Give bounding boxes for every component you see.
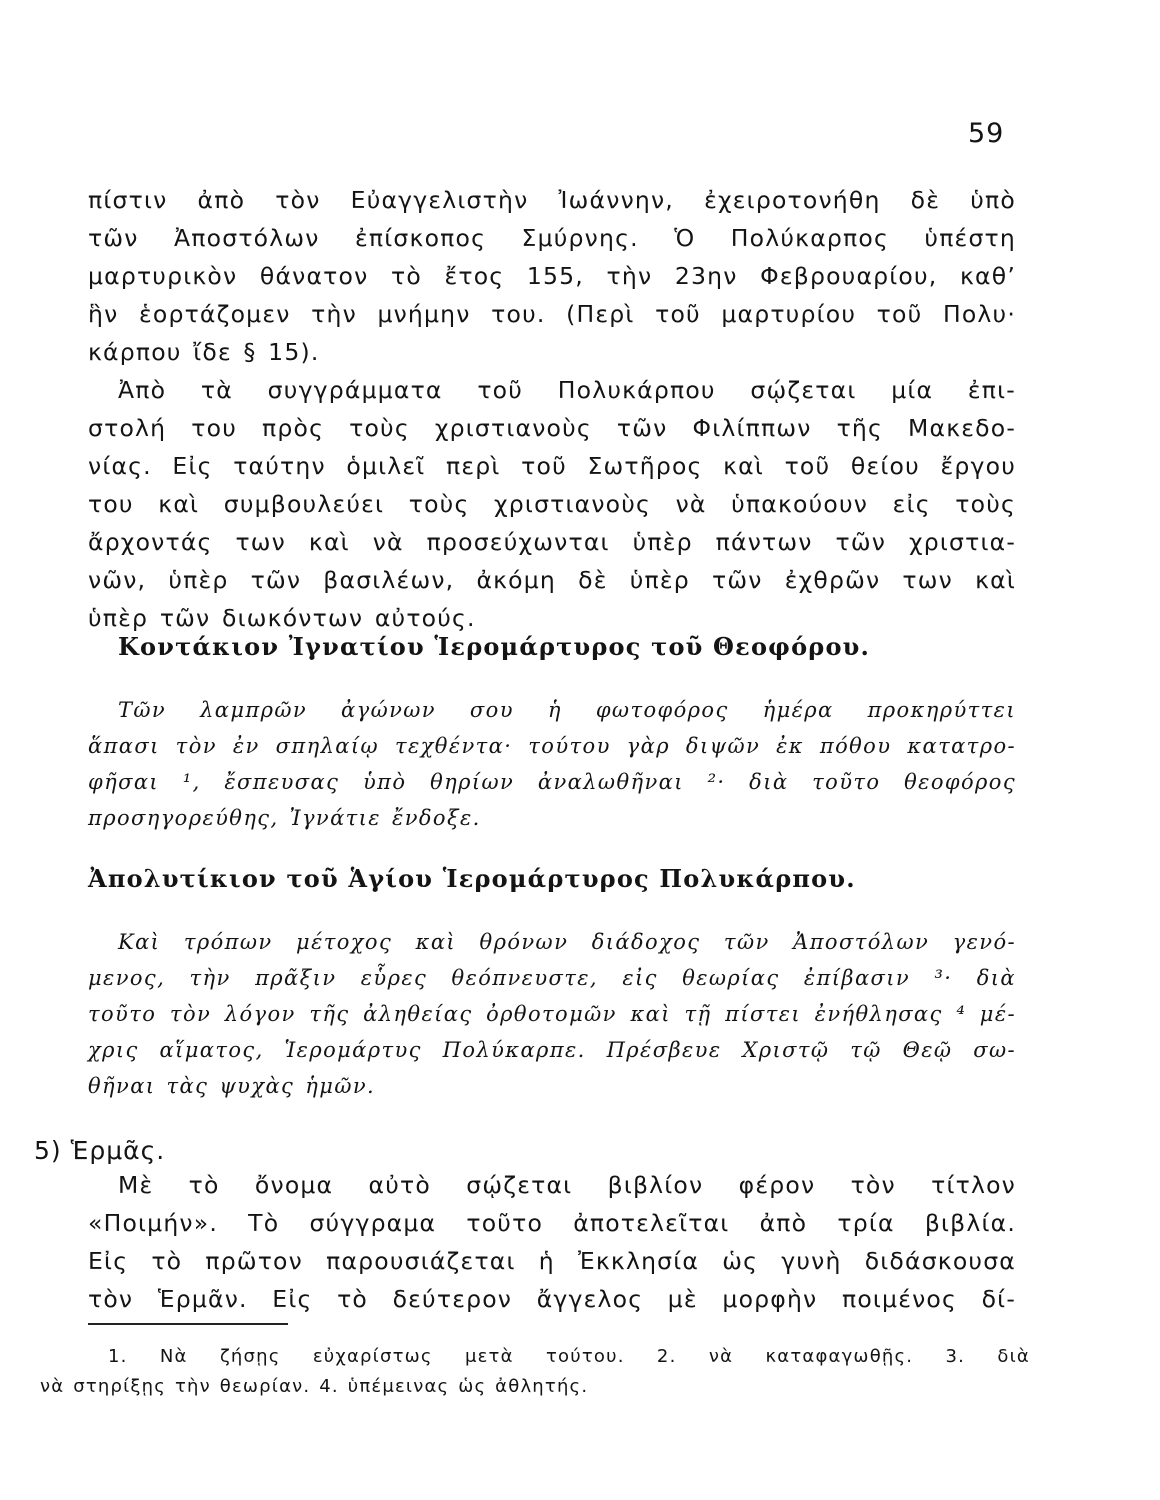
text-line: μαρτυρικὸν θάνατον τὸ ἔτος 155, τὴν 23ην Φεβρουαρίου, καθ’ (88, 262, 1016, 290)
text-line: «Ποιμήν». Τὸ σύγγραμα τοῦτο ἀποτελεῖται ἀπὸ τρία βιβλία. (88, 1209, 1016, 1237)
text-line: ὑπὲρ τῶν διωκόντων αὐτούς. (88, 604, 476, 632)
text-line: κάρπου ἴδε § 15). (88, 338, 320, 366)
text-line: ἄρχοντάς των καὶ νὰ προσεύχωνται ὑπὲρ πάντων τῶν χριστια- (88, 528, 1016, 556)
hymn-line: χρις αἵματος, Ἱερομάρτυς Πολύκαρπε. Πρέσβευε Χριστῷ τῷ Θεῷ σω- (88, 1038, 1016, 1062)
text-line: τὸν Ἑρμᾶν. Εἰς τὸ δεύτερον ἄγγελος μὲ μορφὴν ποιμένος δί- (88, 1285, 1016, 1313)
text-line: νῶν, ὑπὲρ τῶν βασιλέων, ἀκόμη δὲ ὑπὲρ τῶν ἐχθρῶν των καὶ (88, 566, 1016, 594)
text-line: Ἀπὸ τὰ συγγράμματα τοῦ Πολυκάρπου σῴζεται μία ἐπι- (118, 376, 1016, 404)
text-line: Μὲ τὸ ὄνομα αὐτὸ σῴζεται βιβλίον φέρον τὸν τίτλον (118, 1171, 1016, 1199)
footnote-line: 1. Νὰ ζήσῃς εὐχαρίστως μετὰ τούτου. 2. νὰ καταφαγωθῇς. 3. διὰ (108, 1346, 1030, 1367)
hymn-line: προσηγορεύθης, Ἰγνάτιε ἔνδοξε. (88, 806, 481, 830)
hymn-line: Καὶ τρόπων μέτοχος καὶ θρόνων διάδοχος τῶν Ἀποστόλων γενό- (118, 930, 1016, 954)
footnote-divider (88, 1323, 288, 1325)
page-number: 59 (968, 118, 1005, 149)
text-line: νίας. Εἰς ταύτην ὁμιλεῖ περὶ τοῦ Σωτῆρος καὶ τοῦ θείου ἔργου (88, 452, 1016, 480)
text-line: στολή του πρὸς τοὺς χριστιανοὺς τῶν Φιλίππων τῆς Μακεδο- (88, 414, 1016, 442)
hymn-line: θῆναι τὰς ψυχὰς ἡμῶν. (88, 1074, 376, 1098)
text-line: πίστιν ἀπὸ τὸν Εὐαγγελιστὴν Ἰωάννην, ἐχειροτονήθη δὲ ὑπὸ (88, 186, 1016, 214)
text-line: ἣν ἑορτάζομεν τὴν μνήμην του. (Περὶ τοῦ μαρτυρίου τοῦ Πολυ· (88, 300, 1016, 328)
section-title-hermas: 5) Ἑρμᾶς. (34, 1136, 166, 1165)
text-line: του καὶ συμβουλεύει τοὺς χριστιανοὺς νὰ ὑπακούουν εἰς τοὺς (88, 490, 1016, 518)
heading-kontakion-ignatius: Κοντάκιον Ἰγνατίου Ἱερομάρτυρος τοῦ Θεοφόρου. (118, 632, 871, 661)
footnote-line: νὰ στηρίξῃς τὴν θεωρίαν. 4. ὑπέμεινας ὡς ἀθλητής. (40, 1376, 589, 1397)
text-line: τῶν Ἀποστόλων ἐπίσκοπος Σμύρνης. Ὁ Πολύκαρπος ὑπέστη (88, 224, 1016, 252)
hymn-line: ἅπασι τὸν ἐν σπηλαίῳ τεχθέντα· τούτου γὰρ διψῶν ἐκ πόθου κατατρο- (88, 734, 1016, 758)
hymn-line: Τῶν λαμπρῶν ἀγώνων σου ἡ φωτοφόρος ἡμέρα προκηρύττει (118, 698, 1016, 722)
hymn-line: φῆσαι ¹, ἔσπευσας ὑπὸ θηρίων ἀναλωθῆναι ²· διὰ τοῦτο θεοφόρος (88, 770, 1016, 794)
hymn-line: μενος, τὴν πρᾶξιν εὗρες θεόπνευστε, εἰς θεωρίας ἐπίβασιν ³· διὰ (88, 966, 1016, 990)
heading-apolytikion-polycarp: Ἀπολυτίκιον τοῦ Ἁγίου Ἱερομάρτυρος Πολυκάρπου. (88, 864, 856, 893)
hymn-line: τοῦτο τὸν λόγον τῆς ἀληθείας ὀρθοτομῶν καὶ τῇ πίστει ἐνήθλησας ⁴ μέ- (88, 1002, 1016, 1026)
text-line: Εἰς τὸ πρῶτον παρουσιάζεται ἡ Ἐκκλησία ὡς γυνὴ διδάσκουσα (88, 1247, 1016, 1275)
